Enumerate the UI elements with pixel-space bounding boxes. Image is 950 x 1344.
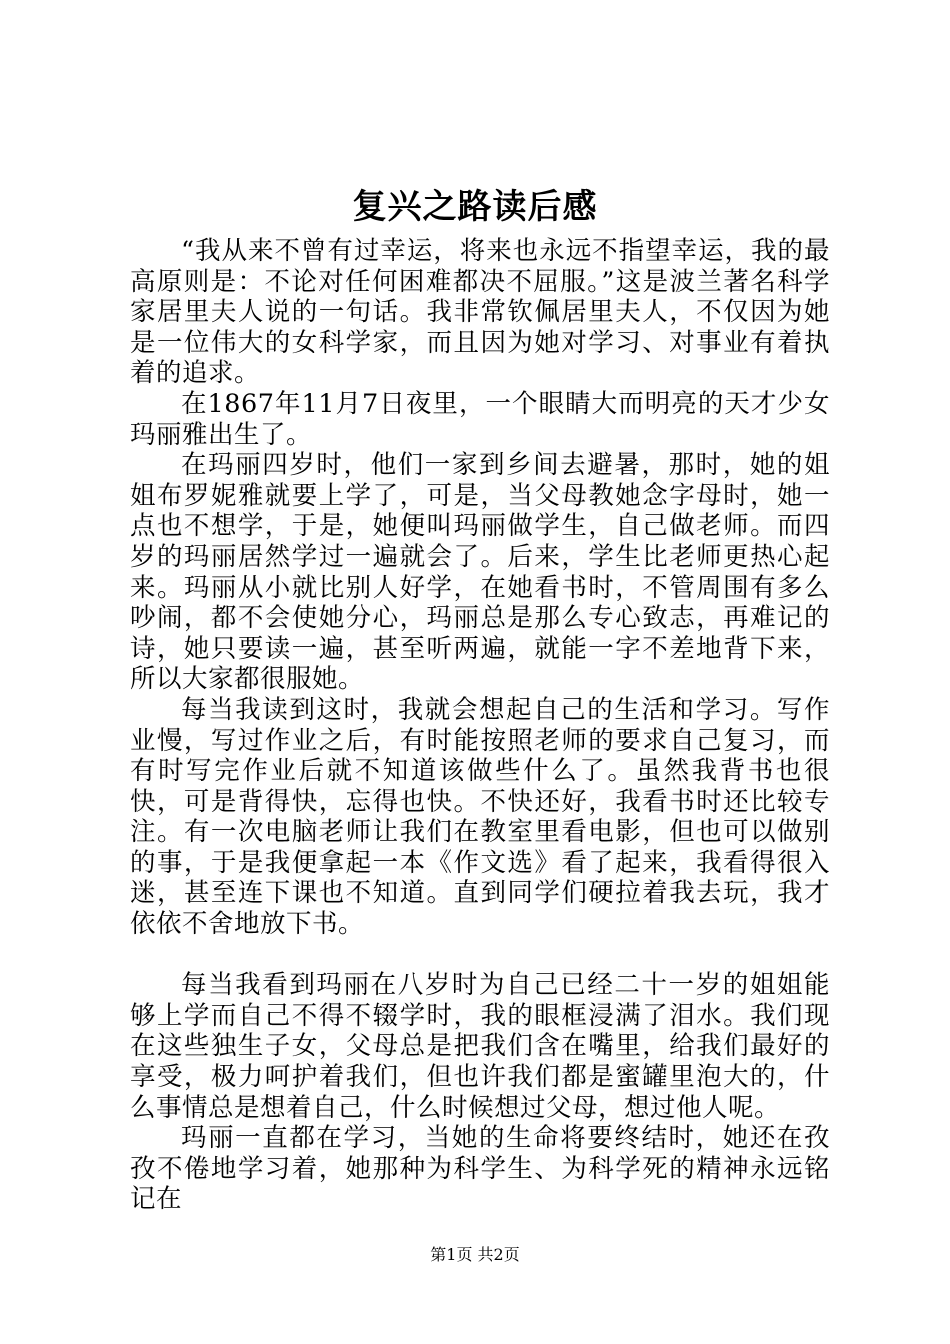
document-title: 复兴之路读后感 <box>352 187 598 227</box>
page-footer: 第1页 共2页 <box>430 1245 520 1264</box>
document-body <box>130 236 830 1215</box>
paragraph-1: “我从来不曾有过幸运，将来也永远不指望幸运，我的最高原则是：不论对任何困难都决不屈服。”这是波兰著名科学家居里夫人说的一句话。我非常钦佩居里夫人，不仅因为她是一位伟大的女科学家，而且因为她对学习、对事业有着执着的追求。 <box>130 236 830 389</box>
paragraph-3: 在玛丽四岁时，他们一家到乡间去避暑，那时，她的姐姐布罗妮雅就要上学了，可是，当父母教她念字母时，她一点也不想学，于是，她便叫玛丽做学生，自己做老师。而四岁的玛丽居然学过一遍就会了。后来，学生比老师更热心起来。玛丽从小就比别人好学，在她看书时，不管周围有多么吵闹，都不会使她分心，玛丽总是那么专心致志，再难记的诗，她只要读一遍，甚至听两遍，就能一字不差地背下来，所以大家都很服她。 <box>130 450 830 695</box>
paragraph-4: 每当我读到这时，我就会想起自己的生活和学习。写作业慢，写过作业之后，有时能按照老师的要求自己复习，而有时写完作业后就不知道该做些什么了。虽然我背书也很快，可是背得快，忘得也快。不快还好，我看书时还比较专注。有一次电脑老师让我们在教室里看电影，但也可以做别的事，于是我便拿起一本《作文选》看了起来，我看得很入迷，甚至连下课也不知道。直到同学们硬拉着我去玩，我才依依不舍地放下书。 <box>130 694 830 940</box>
paragraph-2: 在1867年11月7日夜里，一个眼睛大而明亮的天才少女玛丽雅出生了。 <box>130 388 830 450</box>
paragraph-6: 玛丽一直都在学习，当她的生命将要终结时，她还在孜孜不倦地学习着，她那种为科学生、为科学死的精神永远铭记在 <box>130 1123 830 1215</box>
paragraph-5: 每当我看到玛丽在八岁时为自己已经二十一岁的姐姐能够上学而自己不得不辍学时，我的眼框浸满了泪水。我们现在这些独生子女，父母总是把我们含在嘴里，给我们最好的享受，极力呵护着我们，但也许我们都是蜜罐里泡大的，什么事情总是想着自己，什么时候想过父母，想过他人呢。 <box>130 970 830 1123</box>
